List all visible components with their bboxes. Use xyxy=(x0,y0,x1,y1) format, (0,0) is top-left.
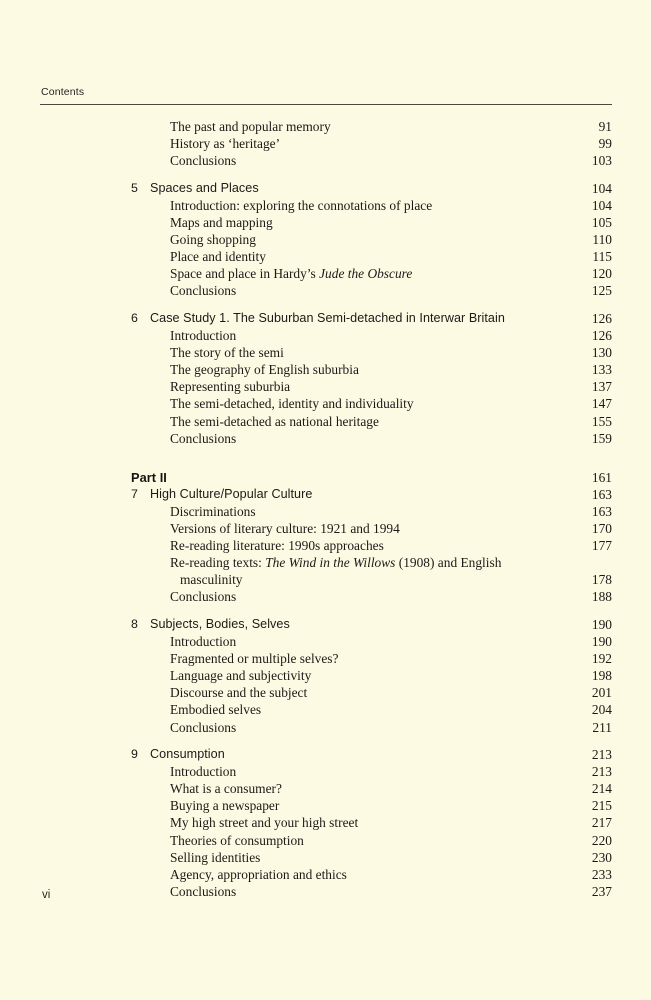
continued-group xyxy=(0,118,651,169)
chapter-number: 9 xyxy=(131,747,138,762)
toc-entry-page-number: 170 xyxy=(591,520,612,536)
toc-entry-title: Re-reading texts: The Wind in the Willows (1908) and English xyxy=(170,555,502,571)
chapter-number: 8 xyxy=(131,616,138,631)
toc-entry-row[interactable] xyxy=(0,231,651,248)
chapter-row[interactable] xyxy=(0,310,651,327)
toc-entry-row[interactable] xyxy=(0,152,651,169)
toc-entry-title: Going shopping xyxy=(170,232,256,248)
toc-entry-row[interactable] xyxy=(0,667,651,684)
toc-entry-title: Conclusions xyxy=(170,153,237,169)
toc-entry-row[interactable] xyxy=(0,719,651,736)
chapter-title: Subjects, Bodies, Selves xyxy=(150,616,290,631)
chapter-page-number: 190 xyxy=(591,616,612,632)
toc-entry-title: Language and subjectivity xyxy=(170,668,312,684)
toc-entry-page-number: 91 xyxy=(598,119,612,134)
toc-entry-page-number: 198 xyxy=(591,668,612,684)
toc-entry-row[interactable] xyxy=(0,378,651,395)
toc-entry-row[interactable] xyxy=(0,797,651,814)
toc-entry-row[interactable] xyxy=(0,763,651,780)
toc-entry-title: My high street and your high street xyxy=(170,815,359,831)
chapter-row[interactable] xyxy=(0,180,651,197)
italic-work-title: Jude the Obscure xyxy=(319,266,413,282)
toc-entry-page-number: 178 xyxy=(591,572,612,588)
toc-entry-page-number: 233 xyxy=(591,866,612,882)
toc-entry-title: Fragmented or multiple selves? xyxy=(170,651,339,667)
toc-entry-page-number: 120 xyxy=(591,266,612,282)
toc-entry-page-number: 204 xyxy=(591,702,612,718)
toc-entry-title: Representing suburbia xyxy=(170,379,291,395)
toc-entry-page-number: 110 xyxy=(592,232,612,248)
folio-page-number: vi xyxy=(42,889,51,901)
part-group xyxy=(0,469,651,486)
toc-entry-title: Embodied selves xyxy=(170,702,262,718)
toc-entry-row[interactable] xyxy=(0,588,651,605)
toc-entry-row[interactable] xyxy=(0,344,651,361)
toc-entry-page-number: 237 xyxy=(591,883,612,899)
toc-entry-title: The semi-detached as national heritage xyxy=(170,413,379,429)
toc-entry-page-number: 137 xyxy=(591,379,612,395)
toc-entry-row[interactable] xyxy=(0,832,651,849)
chapter-number: 6 xyxy=(131,310,138,325)
toc-entry-title: The geography of English suburbia xyxy=(170,362,359,378)
chapter-page-number: 213 xyxy=(591,747,612,763)
toc-entry-page-number: 213 xyxy=(591,764,612,780)
toc-entry-row[interactable] xyxy=(0,214,651,231)
italic-work-title: The Wind in the Willows xyxy=(265,555,396,571)
toc-entry-page-number: 159 xyxy=(591,430,612,446)
toc-entry-page-number: 211 xyxy=(592,719,612,735)
toc-entry-title: Conclusions xyxy=(170,883,237,899)
toc-entry-row[interactable] xyxy=(0,361,651,378)
part-title: Part II xyxy=(131,469,167,485)
chapter-title: Case Study 1. The Suburban Semi-detached in Interwar Britain xyxy=(150,310,505,325)
toc-entry-title: Maps and mapping xyxy=(170,214,273,230)
toc-entry-title: Discriminations xyxy=(170,503,256,519)
toc-entry-page-number: 126 xyxy=(591,328,612,344)
toc-entry-row[interactable] xyxy=(0,503,651,520)
toc-entry-page-number: 188 xyxy=(591,589,612,605)
toc-entry-row[interactable] xyxy=(0,866,651,883)
toc-entry-title: The semi-detached, identity and individuality xyxy=(170,396,414,412)
toc-entry-page-number: 147 xyxy=(591,396,612,412)
toc-entry-row[interactable] xyxy=(0,135,651,152)
chapter-title: Spaces and Places xyxy=(150,180,259,195)
toc-entry-title: Versions of literary culture: 1921 and 1994 xyxy=(170,520,400,536)
chapter-group xyxy=(0,616,651,736)
toc-entry-page-number: 133 xyxy=(591,362,612,378)
toc-entry-title: Theories of consumption xyxy=(170,832,304,848)
chapter-page-number: 163 xyxy=(591,486,612,502)
toc-entry-page-number: 177 xyxy=(591,538,612,554)
toc-entry-row[interactable] xyxy=(0,650,651,667)
toc-entry-row[interactable] xyxy=(0,537,651,554)
toc-entry-title: Agency, appropriation and ethics xyxy=(170,866,347,882)
toc-entry-page-number: 230 xyxy=(591,849,612,865)
toc-entry-page-number: 215 xyxy=(591,798,612,814)
toc-entry-row[interactable] xyxy=(0,282,651,299)
part-page-number: 161 xyxy=(591,469,612,485)
chapter-row[interactable] xyxy=(0,616,651,633)
toc-entry-continuation: masculinity xyxy=(180,572,243,588)
toc-entry-title: Conclusions xyxy=(170,719,237,735)
toc-entry-title: Conclusions xyxy=(170,283,237,299)
toc-entry-row[interactable] xyxy=(0,554,651,588)
chapter-page-number: 126 xyxy=(591,310,612,326)
toc-entry-page-number: 214 xyxy=(591,781,612,797)
toc-entry-page-number: 130 xyxy=(591,345,612,361)
toc-entry-row[interactable] xyxy=(0,849,651,866)
toc-entry-title: Discourse and the subject xyxy=(170,685,308,701)
toc-entry-title: Space and place in Hardy’s Jude the Obscure xyxy=(170,266,413,282)
toc-entry-row[interactable] xyxy=(0,520,651,537)
chapter-group xyxy=(0,310,651,447)
toc-entry-row[interactable] xyxy=(0,883,651,900)
toc-entry-title: Introduction xyxy=(170,764,237,780)
chapter-title: Consumption xyxy=(150,747,225,762)
toc-entry-page-number: 155 xyxy=(591,413,612,429)
chapter-page-number: 104 xyxy=(591,180,612,196)
chapter-title: High Culture/Popular Culture xyxy=(150,486,313,501)
toc-entry-row[interactable] xyxy=(0,197,651,214)
toc-entry-page-number: 125 xyxy=(591,283,612,299)
toc-entry-page-number: 163 xyxy=(591,503,612,519)
toc-entry-page-number: 115 xyxy=(592,249,612,265)
part-row xyxy=(0,469,651,486)
chapter-number: 5 xyxy=(131,180,138,195)
toc-entry-page-number: 220 xyxy=(591,832,612,848)
toc-entry-title: Selling identities xyxy=(170,849,261,865)
toc-entry-page-number: 104 xyxy=(591,197,612,213)
toc-entry-title: Buying a newspaper xyxy=(170,798,280,814)
toc-entry-row[interactable] xyxy=(0,814,651,831)
toc-entry-row[interactable] xyxy=(0,780,651,797)
chapter-group xyxy=(0,180,651,300)
toc-entry-title: What is a consumer? xyxy=(170,781,282,797)
toc-entry-row[interactable] xyxy=(0,327,651,344)
toc-entry-row[interactable] xyxy=(0,684,651,701)
toc-entry-page-number: 99 xyxy=(598,136,612,152)
toc-entry-title: History as ‘heritage’ xyxy=(170,136,281,152)
toc-entry-page-number: 201 xyxy=(591,685,612,701)
chapter-row[interactable] xyxy=(0,746,651,763)
toc-entry-title: Re-reading literature: 1990s approaches xyxy=(170,538,384,554)
header-rule xyxy=(40,104,612,105)
toc-entry-page-number: 192 xyxy=(591,651,612,667)
toc-entry-title: The past and popular memory xyxy=(170,119,331,134)
table-of-contents xyxy=(0,118,651,900)
toc-entry-row[interactable] xyxy=(0,430,651,447)
toc-entry-title: Introduction: exploring the connotations of place xyxy=(170,197,433,213)
chapter-group xyxy=(0,486,651,606)
toc-entry-title: Conclusions xyxy=(170,589,237,605)
toc-entry-page-number: 217 xyxy=(591,815,612,831)
chapter-number: 7 xyxy=(131,486,138,501)
toc-entry-row[interactable] xyxy=(0,413,651,430)
toc-entry-row[interactable] xyxy=(0,265,651,282)
toc-entry-row[interactable] xyxy=(0,118,651,135)
toc-entry-row[interactable] xyxy=(0,395,651,412)
toc-entry-title: Introduction xyxy=(170,328,237,344)
chapter-row[interactable] xyxy=(0,486,651,503)
toc-entry-title: The story of the semi xyxy=(170,345,284,361)
toc-entry-title: Conclusions xyxy=(170,430,237,446)
toc-entry-page-number: 105 xyxy=(591,214,612,230)
chapter-group xyxy=(0,746,651,900)
toc-entry-title: Place and identity xyxy=(170,249,266,265)
toc-entry-page-number: 103 xyxy=(591,153,612,169)
toc-entry-title: Introduction xyxy=(170,634,237,650)
toc-entry-row[interactable] xyxy=(0,248,651,265)
toc-entry-row[interactable] xyxy=(0,701,651,718)
toc-entry-page-number: 190 xyxy=(591,634,612,650)
toc-entry-row[interactable] xyxy=(0,633,651,650)
running-head: Contents xyxy=(41,86,85,98)
